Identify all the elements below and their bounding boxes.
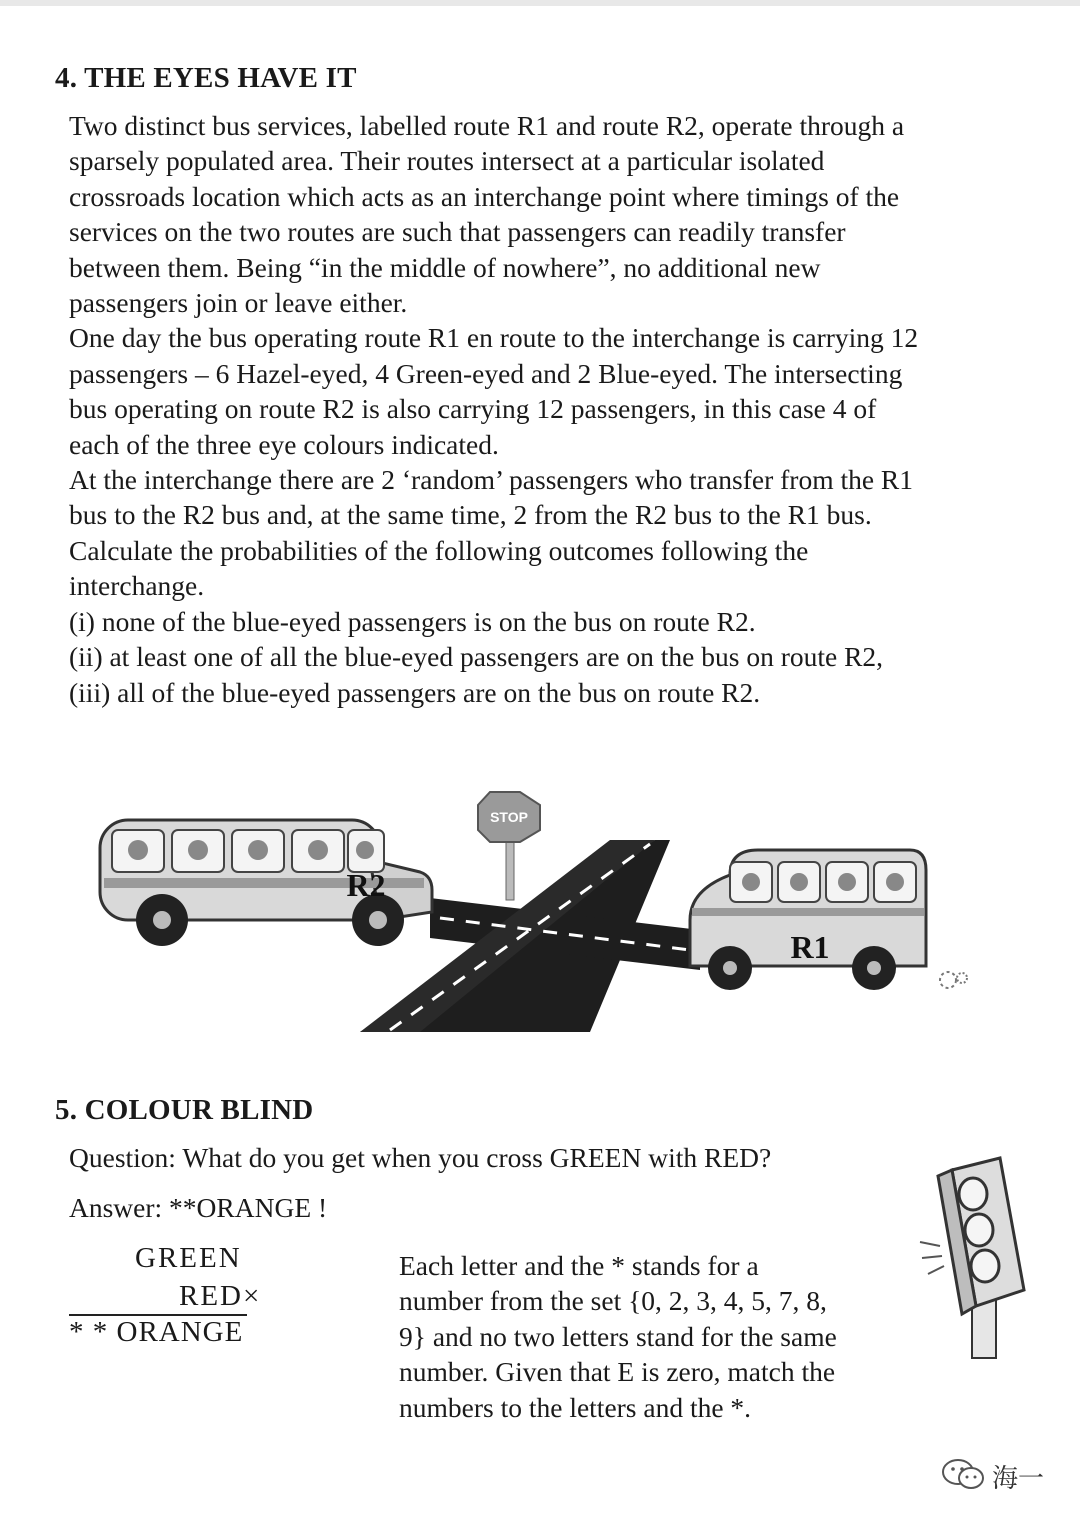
section-4-title: 4. THE EYES HAVE IT bbox=[55, 62, 357, 94]
body-line: between them. Being “in the middle of nowhere”, no additional new bbox=[69, 251, 821, 283]
description-line: number from the set {0, 2, 3, 4, 5, 7, 8, bbox=[399, 1285, 827, 1317]
body-line: Calculate the probabilities of the following outcomes following the bbox=[69, 534, 809, 566]
bus-r2-label: R2 bbox=[346, 867, 386, 903]
top-edge-bar bbox=[0, 0, 1080, 6]
question-part-iii: (iii) all of the blue-eyed passengers are on the bus on route R2. bbox=[69, 676, 761, 708]
section-5-title: 5. COLOUR BLIND bbox=[55, 1094, 314, 1126]
description-line: 9} and no two letters stand for the same bbox=[399, 1320, 837, 1352]
puzzle-multiplier: RED× bbox=[179, 1280, 262, 1312]
stop-sign-icon bbox=[478, 792, 540, 900]
description-line: number. Given that E is zero, match the bbox=[399, 1356, 836, 1388]
watermark bbox=[940, 1456, 1060, 1496]
body-line: One day the bus operating route R1 en route to the interchange is carrying 12 bbox=[69, 322, 919, 354]
question-part-ii: (ii) at least one of all the blue-eyed passengers are on the bus on route R2, bbox=[69, 641, 884, 673]
body-line: passengers – 6 Hazel-eyed, 4 Green-eyed and 2 Blue-eyed. The intersecting bbox=[69, 357, 903, 389]
question-text: Question: What do you get when you cross GREEN with RED? bbox=[69, 1142, 772, 1173]
body-line: sparsely populated area. Their routes intersect at a particular isolated bbox=[69, 145, 825, 177]
multiplication-puzzle bbox=[69, 1238, 329, 1368]
question-part-i: (i) none of the blue-eyed passengers is on the bus on route R2. bbox=[69, 605, 756, 637]
answer-text: Answer: **ORANGE ! bbox=[69, 1192, 328, 1223]
watermark-text: 海一 bbox=[992, 1464, 1045, 1494]
puzzle-product: * * ORANGE bbox=[69, 1316, 244, 1348]
body-line: At the interchange there are 2 ‘random’ passengers who transfer from the R1 bbox=[69, 464, 914, 496]
bus-r1-icon bbox=[690, 850, 967, 990]
wechat-icon bbox=[940, 1456, 988, 1492]
body-line: interchange. bbox=[69, 570, 205, 602]
body-line: bus operating on route R2 is also carrying 12 passengers, in this case 4 of bbox=[69, 393, 877, 425]
puzzle-description bbox=[399, 1248, 837, 1425]
body-line: crossroads location which acts as an interchange point where timings of the bbox=[69, 180, 900, 212]
body-line: each of the three eye colours indicated. bbox=[69, 428, 499, 460]
bus-crossroads-illustration bbox=[90, 780, 990, 1040]
body-line: passengers join or leave either. bbox=[69, 287, 408, 319]
stop-sign-text: STOP bbox=[490, 809, 528, 825]
bus-r1-label: R1 bbox=[790, 929, 830, 965]
description-line: Each letter and the * stands for a bbox=[399, 1250, 759, 1281]
body-line: Two distinct bus services, labelled route R1 and route R2, operate through a bbox=[69, 110, 905, 141]
traffic-light-icon bbox=[918, 1150, 1038, 1360]
body-line: services on the two routes are such that passengers can readily transfer bbox=[69, 216, 846, 248]
bus-r2-icon bbox=[100, 820, 432, 946]
puzzle-multiplicand: GREEN bbox=[135, 1242, 242, 1274]
body-line: bus to the R2 bus and, at the same time, 2 from the R2 bus to the R1 bus. bbox=[69, 499, 872, 531]
section-4-body bbox=[69, 108, 1049, 710]
description-line: numbers to the letters and the *. bbox=[399, 1391, 752, 1423]
